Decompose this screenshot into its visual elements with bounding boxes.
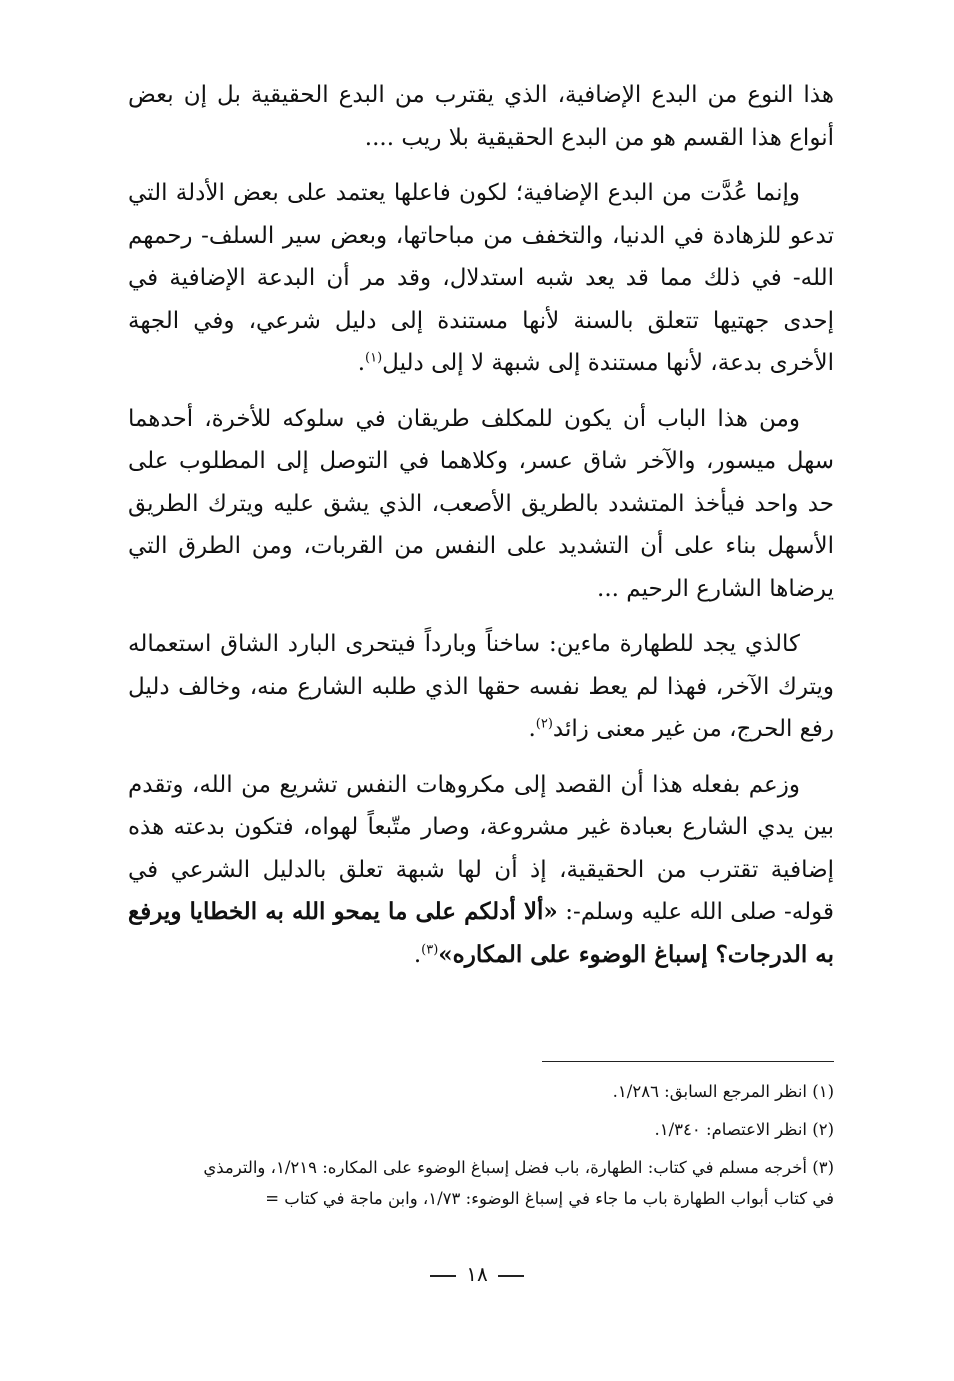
paragraph-5	[128, 764, 834, 977]
paragraph-text: كالذي يجد للطهارة ماءين: ساخناً وبارداً فيتحرى البارد الشاق استعماله ويترك الآخر، فهذا لم يعط نفسه حقها الذي طلبه الشارع منه، وخالف دليل رفع الحرج، من غير معنى زائد	[128, 631, 834, 742]
page-number-value: ١٨	[466, 1262, 488, 1286]
footnote-ref-3[interactable]: (٣)	[421, 941, 439, 957]
paragraph-end: .	[413, 941, 422, 968]
paragraph-end: .	[528, 716, 536, 742]
page-body	[128, 74, 834, 989]
page-number	[0, 1262, 954, 1286]
paragraph-end: .	[357, 350, 366, 376]
paragraph-3	[128, 398, 834, 611]
paragraph-1	[128, 74, 834, 159]
paragraph-text: وإنما عُدَّت من البدع الإضافية؛ لكون فاعلها يعتمد على بعض الأدلة التي تدعو للزهادة في الدنيا، والتخفف من مباحاتها، وبعض سير السلف- رحمهم الله- في ذلك مما قد يعد شبه استدلال، وقد مر أن البدعة الإضافية في إحدى جهتيها تتعلق بالسنة لأنها مستندة إلى دليل شرعي، وفي الجهة الأخرى بدعة، لأنها مستندة إلى شبهة لا إلى دليل	[128, 180, 834, 376]
footnote-ref-1[interactable]: (١)	[365, 350, 383, 366]
hadith-quote: «ألا أدلكم على ما يمحو الله به الخطايا ويرفع به الدرجات؟ إسباغ الوضوء على المكاره»	[128, 898, 834, 968]
paragraph-4	[128, 623, 834, 751]
paragraph-text: ومن هذا الباب أن يكون للمكلف طريقان في سلوكه للأخرة، أحدهما سهل ميسور، والآخر شاق عسر، وكلاهما في التوصل إلى المطلوب على حد واحد فيأخذ المتشدد بالطريق الأصعب، الذي يشق عليه ويترك الطريق الأسهل بناء على أن التشديد على النفس من القربات، ومن الطرق التي يرضاها الشارع الرحيم ...	[128, 405, 834, 602]
page-number-dash-right	[498, 1275, 524, 1277]
footnote-3	[128, 1152, 834, 1214]
footnote-ref-2[interactable]: (٢)	[535, 716, 553, 732]
footnote-separator	[542, 1061, 834, 1062]
footnote-text: (٢) انظر الاعتصام: ١/٣٤٠.	[654, 1120, 834, 1139]
paragraph-text: هذا النوع من البدع الإضافية، الذي يقترب من البدع الحقيقية بل إن بعض أنواع هذا القسم هو من البدع الحقيقية بلا ريب ....	[128, 82, 834, 151]
paragraph-2	[128, 172, 834, 385]
footnote-text: (٣) أخرجه مسلم في كتاب: الطهارة، باب فضل إسباغ الوضوء على المكاره: ١/٢١٩، والترمذي	[203, 1158, 834, 1177]
footnote-text: (١) انظر المرجع السابق: ١/٢٨٦.	[612, 1082, 834, 1101]
footnote-1	[128, 1076, 834, 1107]
footnotes	[128, 1076, 834, 1221]
paragraph-text: وزعم بفعله هذا أن القصد إلى مكروهات النفس تشريع من الله، وتقدم بين يدي الشارع بعبادة غير مشروعة، وصار متّبعاً لهواه، فتكون بدعته هذه إضافية تقترب من الحقيقية، إذ أن لها شبهة تعلق بالدليل الشرعي في قوله- صلى الله عليه وسلم-:	[128, 771, 834, 925]
footnote-2	[128, 1114, 834, 1145]
footnote-continuation: في كتاب أبواب الطهارة باب ما جاء في إسباغ الوضوء: ١/٧٣، وابن ماجة في كتاب =	[265, 1189, 834, 1208]
page-number-dash-left	[430, 1275, 456, 1277]
